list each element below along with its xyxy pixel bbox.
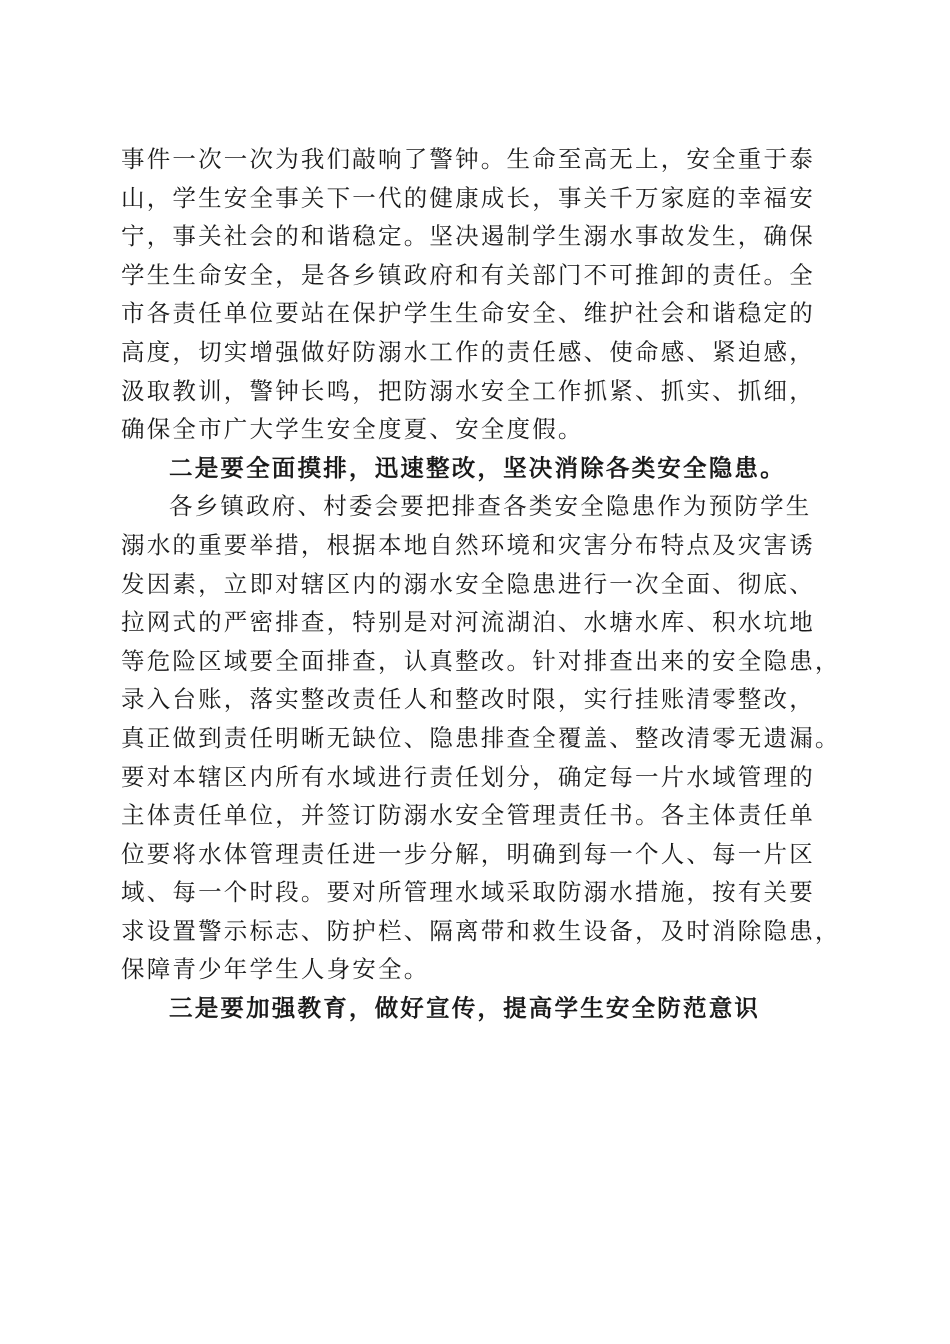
text-line: 宁，事关社会的和谐稳定。坚决遏制学生溺水事故发生，确保	[121, 222, 815, 251]
text-line: 汲取教训，警钟长鸣，把防溺水安全工作抓紧、抓实、抓细，	[121, 376, 815, 405]
text-line: 高度，切实增强做好防溺水工作的责任感、使命感、紧迫感，	[121, 337, 815, 366]
text-line: 发因素，立即对辖区内的溺水安全隐患进行一次全面、彻底、	[121, 569, 815, 598]
text-line: 录入台账，落实整改责任人和整改时限，实行挂账清零整改，	[121, 685, 815, 714]
text-line: 山，学生安全事关下一代的健康成长，事关千万家庭的幸福安	[121, 183, 815, 212]
text-line: 主体责任单位，并签订防溺水安全管理责任书。各主体责任单	[121, 801, 815, 830]
section-heading-two: 二是要全面摸排，迅速整改，坚决消除各类安全隐患。	[169, 453, 786, 482]
text-line: 要对本辖区内所有水域进行责任划分，确定每一片水域管理的	[121, 762, 815, 791]
paragraph-first-line: 各乡镇政府、村委会要把排查各类安全隐患作为预防学生	[169, 492, 812, 521]
text-line: 域、每一个时段。要对所管理水域采取防溺水措施，按有关要	[121, 878, 815, 907]
section-heading-three: 三是要加强教育，做好宣传，提高学生安全防范意识	[169, 994, 761, 1023]
text-line: 学生生命安全，是各乡镇政府和有关部门不可推卸的责任。全	[121, 260, 815, 289]
text-line: 保障青少年学生人身安全。	[121, 955, 430, 984]
text-line: 位要将水体管理责任进一步分解，明确到每一个人、每一片区	[121, 839, 815, 868]
text-line: 市各责任单位要站在保护学生生命安全、维护社会和谐稳定的	[121, 299, 815, 328]
text-line: 等危险区域要全面排查，认真整改。针对排查出来的安全隐患，	[121, 646, 841, 675]
text-line: 事件一次一次为我们敲响了警钟。生命至高无上，安全重于泰	[121, 145, 815, 173]
text-line: 拉网式的严密排查，特别是对河流湖泊、水塘水库、积水坑地	[121, 608, 815, 637]
text-line: 真正做到责任明晰无缺位、隐患排查全覆盖、整改清零无遗漏。	[121, 723, 841, 752]
text-line: 求设置警示标志、防护栏、隔离带和救生设备，及时消除隐患，	[121, 916, 841, 945]
text-line: 溺水的重要举措，根据本地自然环境和灾害分布特点及灾害诱	[121, 530, 815, 559]
document-body	[121, 140, 841, 1028]
text-line: 确保全市广大学生安全度夏、安全度假。	[121, 415, 584, 444]
